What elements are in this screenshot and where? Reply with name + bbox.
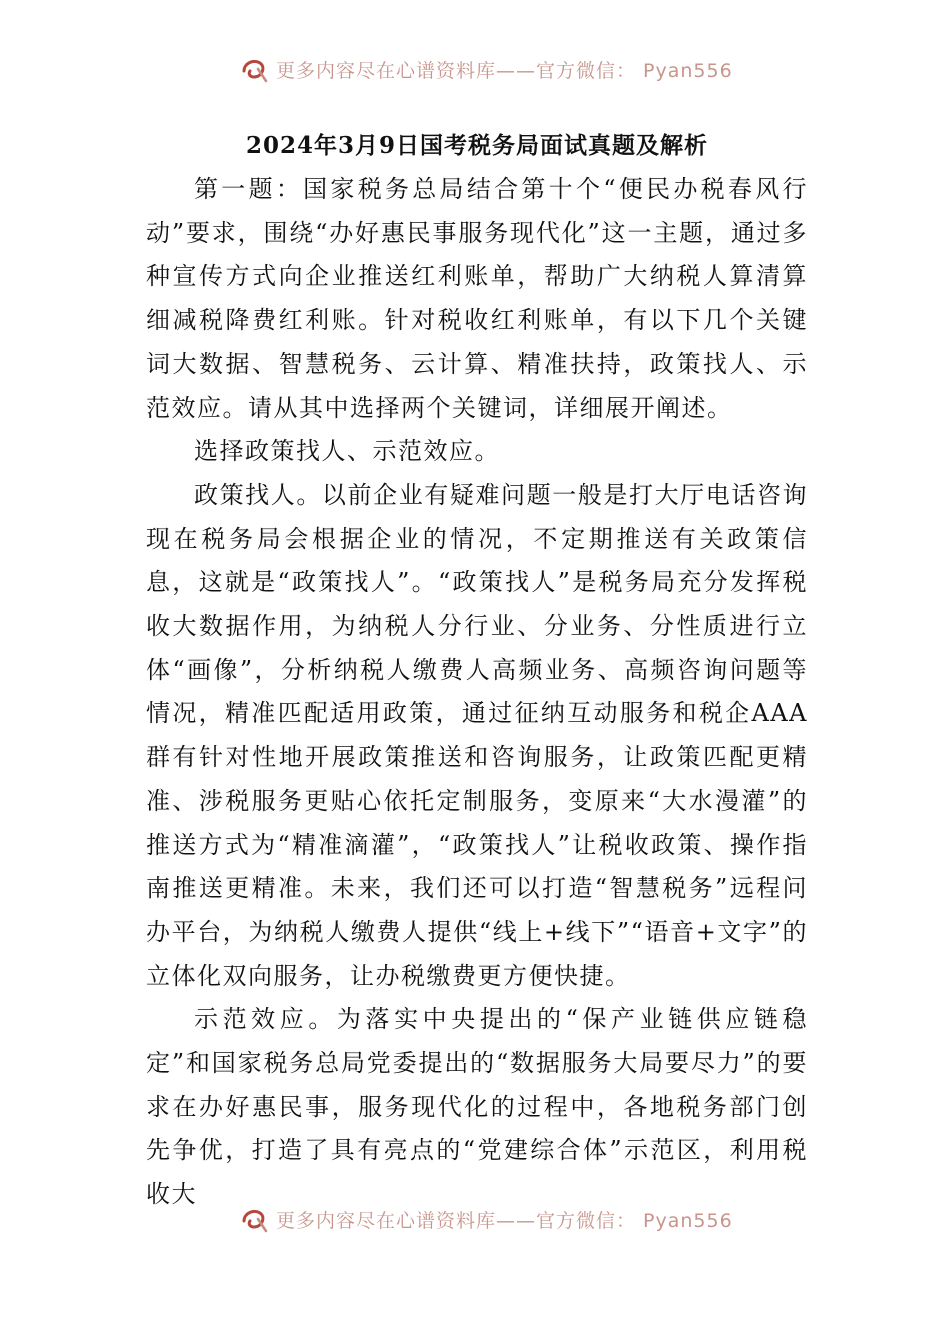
document-title: 2024年3月9日国考税务局面试真题及解析: [245, 132, 709, 159]
paragraph-demonstration-effect: 示范效应。为落实中央提出的“保产业链供应链稳定”和国家税务总局党委提出的“数据服务大局要尽力”的要求在办好惠民事，服务现代化的过程中，各地税务部门创先争优，打造了具有亮点的“党建综合体”示范区，利用税收大: [146, 1005, 808, 1209]
paragraph-choice: 选择政策找人、示范效应。: [194, 437, 500, 466]
watermark-content: [240, 1206, 760, 1233]
watermark-logo-icon: [240, 1207, 270, 1233]
watermark-logo-icon: [240, 57, 270, 83]
paragraph-question: 第一题：国家税务总局结合第十个“便民办税春风行动”要求，围绕“办好惠民事服务现代化”这一主题，通过多种宣传方式向企业推送红利账单，帮助广大纳税人算清算细减税降费红利账。针对税收红利账单，有以下几个关键词大数据、智慧税务、云计算、精准扶持，政策找人、示范效应。请从其中选择两个关键词，详细展开阐述。: [146, 175, 808, 422]
watermark-banner-bottom: [0, 1202, 950, 1242]
watermark-content: [240, 56, 760, 83]
document-body: [146, 124, 808, 1217]
paragraph-policy-finds-people: 政策找人。以前企业有疑难问题一般是打大厅电话咨询现在税务局会根据企业的情况，不定期推送有关政策信息，这就是“政策找人”。“政策找人”是税务局充分发挥税收大数据作用，为纳税人分行业、分业务、分性质进行立体“画像”，分析纳税人缴费人高频业务、高频咨询问题等情况，精准匹配适用政策，通过征纳互动服务和税企AAA群有针对性地开展政策推送和咨询服务，让政策匹配更精准、涉税服务更贴心依托定制服务，变原来“大水漫灌”的推送方式为“精准滴灌”，“政策找人”让税收政策、操作指南推送更精准。未来，我们还可以打造“智慧税务”远程问办平台，为纳税人缴费人提供“线上+线下”“语音+文字”的立体化双向服务，让办税缴费更方便快捷。: [146, 480, 808, 990]
watermark-banner-top: [0, 52, 950, 92]
watermark-text: 更多内容尽在心谱资料库——官方微信： Pyan556: [276, 60, 733, 82]
watermark-text: 更多内容尽在心谱资料库——官方微信： Pyan556: [276, 1210, 733, 1232]
